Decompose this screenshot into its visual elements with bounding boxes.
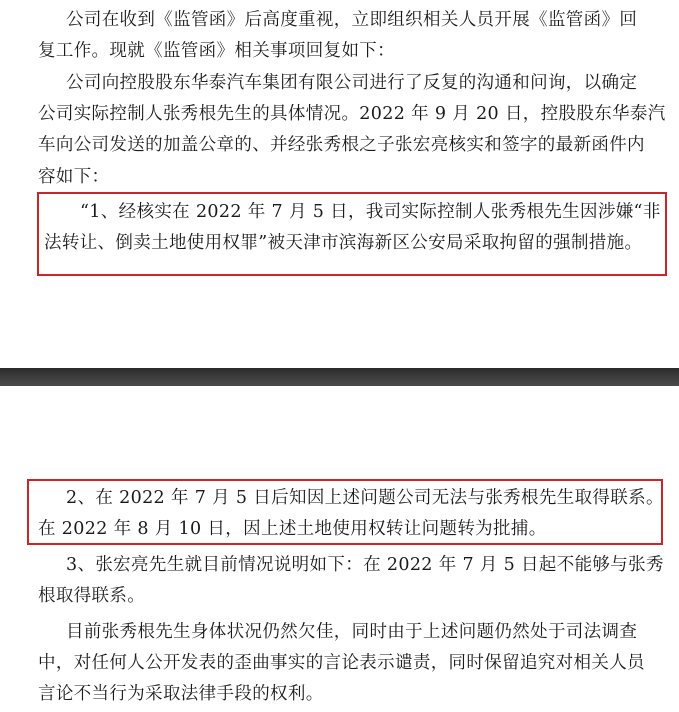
paragraph-line: 公司向控股股东华泰汽车集团有限公司进行了反复的沟通和问询，以确定: [66, 73, 638, 93]
paragraph-line: 公司实际控制人张秀根先生的具体情况。2022 年 9 月 20 日，控股股东华泰汽: [38, 104, 666, 124]
paragraph-line: 根取得联系。: [38, 586, 146, 606]
document-page-bottom: [0, 386, 679, 712]
paragraph-line: 公司在收到《监管函》后高度重视，立即组织相关人员开展《监管函》回: [66, 10, 638, 30]
highlighted-line: 在 2022 年 8 月 10 日，因上述土地使用权转让问题转为批捕。: [38, 519, 547, 539]
paragraph-line: 复工作。现就《监管函》相关事项回复如下：: [38, 41, 395, 61]
paragraph-line: 3、张宏亮先生就目前情况说明如下：在 2022 年 7 月 5 日起不能够与张秀: [66, 555, 664, 575]
paragraph-line: 车向公司发送的加盖公章的、并经张秀根之子张宏亮核实和签字的最新函件内: [38, 135, 645, 155]
paragraph-line: 中，对任何人公开发表的歪曲事实的言论表示谴责，同时保留追究对相关人员: [38, 653, 645, 673]
paragraph-line: 容如下：: [38, 167, 110, 187]
page-divider: [0, 368, 679, 386]
highlighted-line: 法转让、倒卖土地使用权罪”被天津市滨海新区公安局采取拘留的强制措施。: [44, 233, 643, 253]
paragraph-line: 言论不当行为采取法律手段的权利。: [38, 684, 324, 704]
highlighted-line: “1、经核实在 2022 年 7 月 5 日，我司实际控制人张秀根先生因涉嫌“非: [80, 202, 661, 222]
paragraph-line: 目前张秀根先生身体状况仍然欠佳，同时由于上述问题仍然处于司法调查: [66, 622, 638, 642]
highlighted-line: 2、在 2022 年 7 月 5 日后知因上述问题公司无法与张秀根先生取得联系。: [66, 488, 664, 508]
